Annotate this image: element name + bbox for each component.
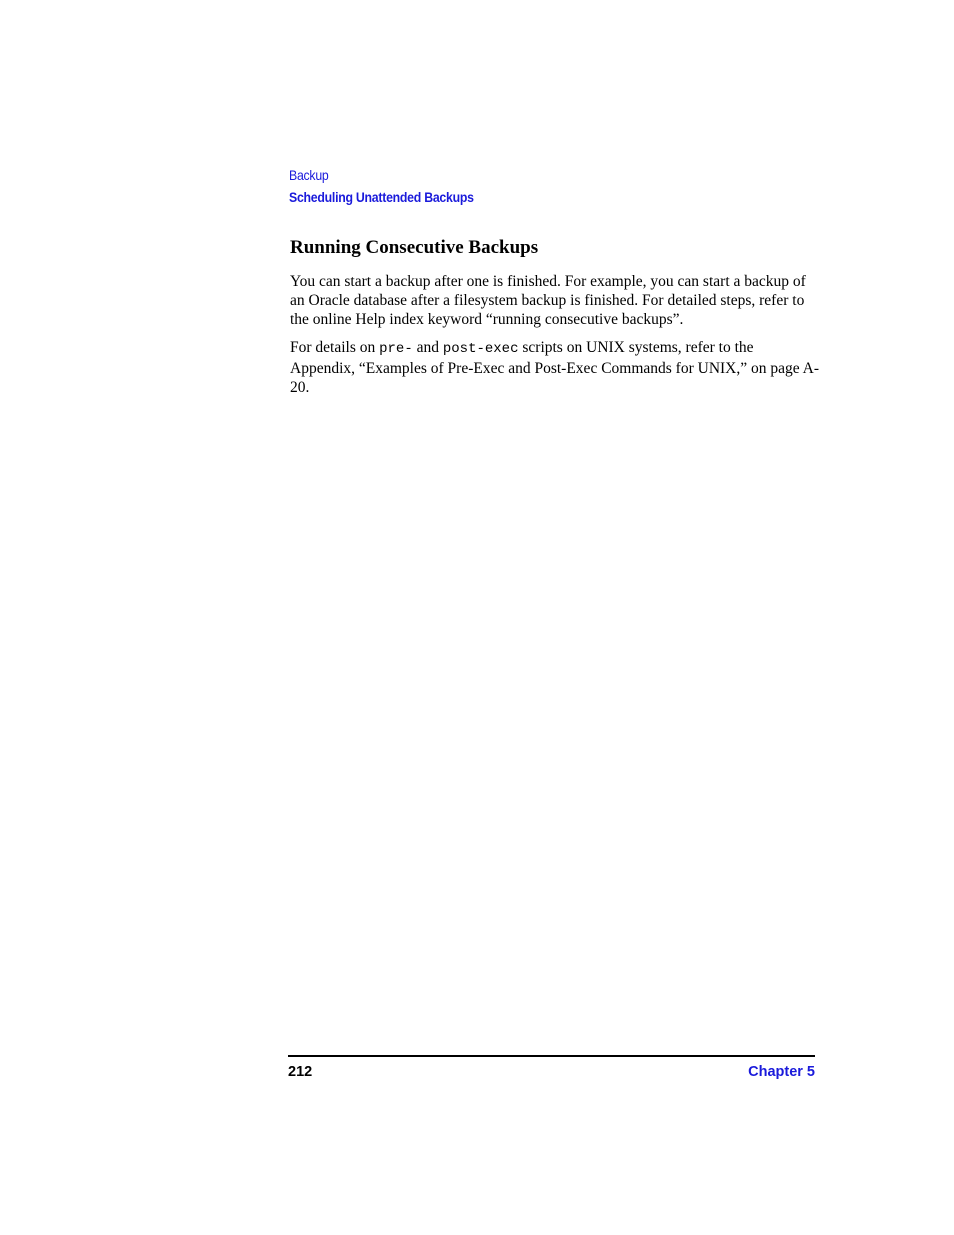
para2-text-1: For details on <box>290 339 380 356</box>
page-footer <box>288 1063 815 1081</box>
para2-text-3: scripts on UNIX systems, refer to the Appendix, “Examples of Pre-Exec and Post-Exec Commands for UNIX,” on page A-20. <box>290 339 820 396</box>
main-content <box>290 236 820 406</box>
para2-text-2: and <box>412 339 443 356</box>
footer-divider <box>288 1055 815 1057</box>
chapter-link[interactable]: Chapter 5 <box>748 1064 815 1080</box>
breadcrumb-section[interactable]: Backup <box>289 167 329 183</box>
code-pre: pre- <box>379 341 413 357</box>
paragraph-pre-post-exec <box>290 338 820 397</box>
page-number: 212 <box>288 1064 313 1080</box>
running-header <box>289 166 499 206</box>
section-heading: Running Consecutive Backups <box>290 237 539 258</box>
breadcrumb-subsection[interactable]: Scheduling Unattended Backups <box>289 189 474 205</box>
code-post-exec: post-exec <box>442 341 519 357</box>
paragraph-consecutive-backups: You can start a backup after one is finished. For example, you can start a backup of an Oracle database after a filesystem backup is finished. For detailed steps, refer to the online Help index keyword “running consecutive backups”. <box>290 273 806 328</box>
